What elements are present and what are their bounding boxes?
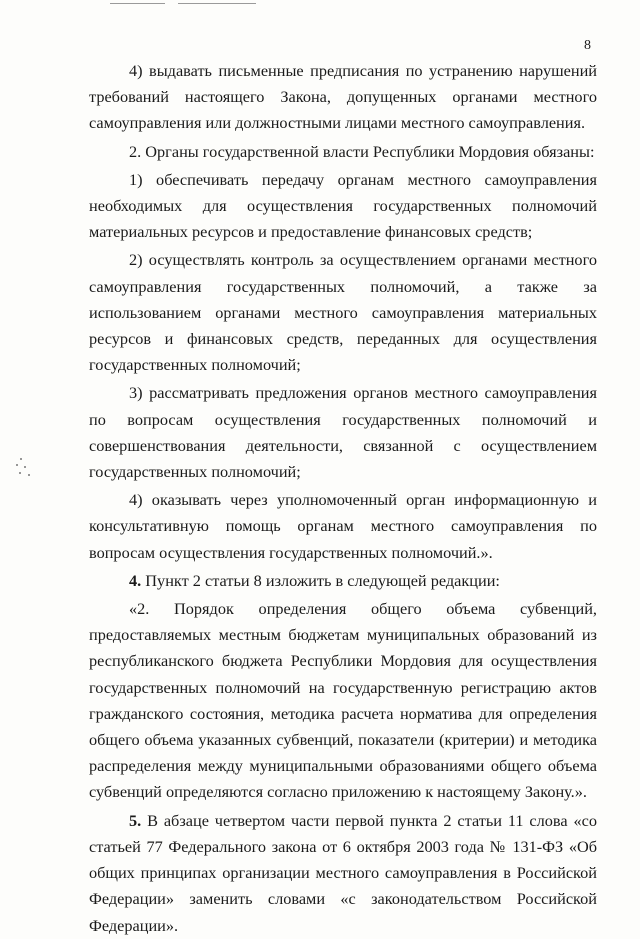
page-number: 8 xyxy=(584,38,591,53)
paragraph-obligation-2: 2) осуществлять контроль за осуществлением органами местного самоуправления государственных полномочий, а также за использованием органами местного самоуправления материальных ресурсов и финансовых средств, переданных для осуществления государственных полномочий; xyxy=(89,250,597,375)
amendment-number: 5. xyxy=(129,810,142,830)
paragraph-amendment-4 xyxy=(89,568,597,594)
paragraph-item-2-obligations: 2. Органы государственной власти Республики Мордовия обязаны: xyxy=(129,141,595,161)
paragraph-obligation-3: 3) рассматривать предложения органов местного самоуправления по вопросам осуществления государственных полномочий и совершенствования деятельности, связанной с осуществлением государственных полномочий; xyxy=(89,383,597,482)
paragraph-obligation-1: 1) обеспечивать передачу органам местного самоуправления необходимых для осуществления государственных полномочий материальных ресурсов и предоставление финансовых средств; xyxy=(89,169,597,242)
amendment-number: 4. xyxy=(129,570,142,590)
scan-side-marks xyxy=(14,454,44,484)
paragraph-new-wording: «2. Порядок определения общего объема субвенций, предоставляемых местным бюджетам муниципальных образований из республиканского бюджета Республики Мордовия для осуществления государственных полномочий на государственную регистрацию актов гражданского состояния, методика расчета норматива для определения общего объема указанных субвенций, показатели (критерии) и методика распределения между муниципальными образованиями общего объема субвенций определяются согласно приложению к настоящему Закону.». xyxy=(89,599,597,802)
scan-edge-marks xyxy=(0,0,640,8)
paragraph-obligation-4: 4) оказывать через уполномоченный орган информационную и консультативную помощь органам местного самоуправления по вопросам осуществления государственных полномочий.». xyxy=(89,490,597,562)
paragraph-amendment-5 xyxy=(89,808,597,939)
paragraph-clause-4-orders: 4) выдавать письменные предписания по устранению нарушений требований настоящего Закона, допущенных органами местного самоуправления или должностными лицами местного самоуправления. xyxy=(89,61,597,133)
document-body xyxy=(89,58,597,939)
amendment-text: В абзаце четвертом части первой пункта 2 статьи 11 слова «со статьей 77 Федерального закона от 6 октября 2003 года № 131-ФЗ «Об общих принципах организации местного самоуправления в Российской Федерации» заменить словами «с законодательством Российской Федерации». xyxy=(89,810,597,935)
amendment-text: Пункт 2 статьи 8 изложить в следующей редакции: xyxy=(145,570,500,590)
